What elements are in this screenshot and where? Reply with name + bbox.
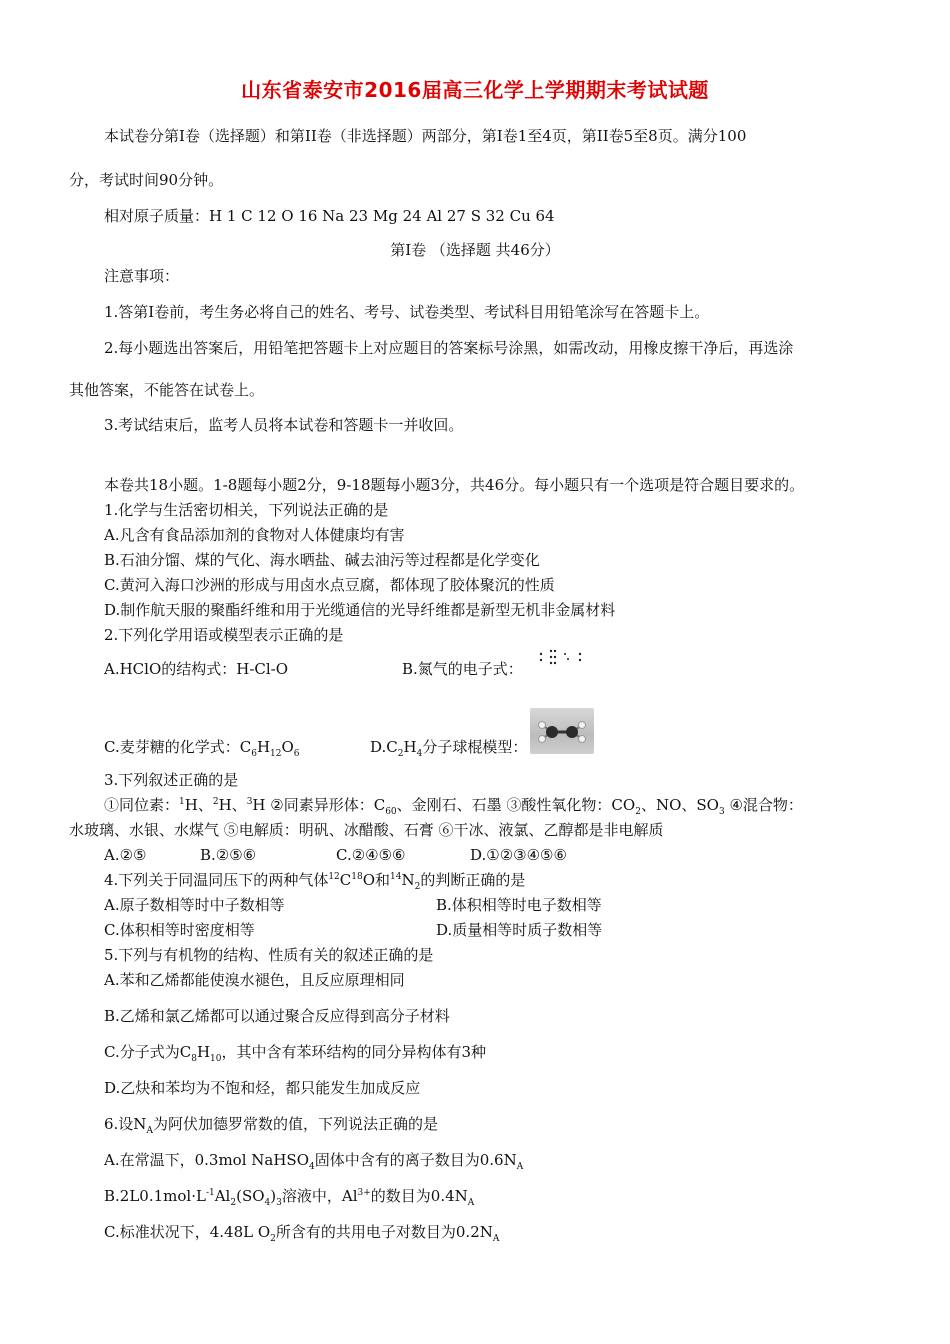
c2h4-ball-stick-model-image bbox=[530, 708, 594, 754]
q1-option-a: A.凡含有食品添加剂的食物对人体健康均有害 bbox=[104, 526, 405, 544]
n2-electron-formula-image bbox=[538, 648, 584, 666]
note-1: 1.答第Ⅰ卷前，考生务必将自己的姓名、考号、试卷类型、考试科目用铅笔涂写在答题卡上。 bbox=[104, 303, 710, 321]
q1-option-c: C.黄河入海口沙洲的形成与用卤水点豆腐，都体现了胶体聚沉的性质 bbox=[104, 576, 555, 594]
page-title: 山东省泰安市2016届高三化学上学期期末考试试题 bbox=[241, 78, 709, 102]
q5-option-b: B.乙烯和氯乙烯都可以通过聚合反应得到高分子材料 bbox=[104, 1007, 450, 1025]
q2-option-c: C.麦芽糖的化学式：$C_6H_{12}O_6$ bbox=[104, 738, 300, 759]
q5-option-c: C.分子式为$C_8H_{10}$，其中含有苯环结构的同分异构体有3种 bbox=[104, 1043, 487, 1064]
note-2a: 2.每小题选出答案后，用铅笔把答题卡上对应题目的答案标号涂黑，如需改动，用橡皮擦干净后，再选涂 bbox=[104, 339, 794, 357]
q1-option-b: B.石油分馏、煤的气化、海水晒盐、碱去油污等过程都是化学变化 bbox=[104, 551, 540, 569]
note-3: 3.考试结束后，监考人员将本试卷和答题卡一并收回。 bbox=[104, 416, 464, 434]
q1-option-d: D.制作航天服的聚酯纤维和用于光缆通信的光导纤维都是新型无机非金属材料 bbox=[104, 601, 616, 619]
q4-option-a: A.原子数相等时中子数相等 bbox=[104, 896, 285, 914]
q3-line-2: 水玻璃、水银、水煤气 ⑤电解质：明矾、冰醋酸、石膏 ⑥干冰、液氯、乙醇都是非电解质 bbox=[69, 821, 664, 839]
q2-option-b: B.氮气的电子式： bbox=[402, 660, 523, 678]
atomic-mass-line: 相对原子质量：H 1 C 12 O 16 Na 23 Mg 24 Al 27 S 32 Cu 64 bbox=[104, 207, 555, 225]
q4-option-d: D.质量相等时质子数相等 bbox=[436, 921, 603, 939]
q2-option-a: A.HClO的结构式：H-Cl-O bbox=[104, 660, 289, 678]
q6-option-b: $B.2L0.1mol\cdot L^{-1}Al_2(SO_4)_3$溶液中，$Al^{3+}$的数目为$0.4N_A$ bbox=[104, 1187, 475, 1208]
instructions: 本卷共18小题。1-8题每小题2分，9-18题每小题3分，共46分。每小题只有一个选项是符合题目要求的。 bbox=[104, 476, 805, 494]
intro-line-2: 分，考试时间90分钟。 bbox=[69, 171, 224, 189]
q3-option-c: C.②④⑤⑥ bbox=[336, 846, 406, 864]
q6-stem: 6.设$N_A$为阿伏加德罗常数的值，下列说法正确的是 bbox=[104, 1115, 438, 1136]
section-title: 第Ⅰ卷 （选择题 共46分） bbox=[390, 241, 560, 259]
q2-stem: 2.下列化学用语或模型表示正确的是 bbox=[104, 626, 344, 644]
q3-option-d: D.①②③④⑤⑥ bbox=[470, 846, 567, 864]
q1-stem: 1.化学与生活密切相关，下列说法正确的是 bbox=[104, 501, 389, 519]
q5-option-d: D.乙炔和苯均为不饱和烃，都只能发生加成反应 bbox=[104, 1079, 421, 1097]
q3-stem: 3.下列叙述正确的是 bbox=[104, 771, 239, 789]
q4-option-c: C.体积相等时密度相等 bbox=[104, 921, 255, 939]
q4-stem: 4.下列关于同温同压下的两种气体$^{12}C^{18}O$和$^{14}N_2$的判断正确的是 bbox=[104, 871, 526, 892]
q4-option-b: B.体积相等时电子数相等 bbox=[436, 896, 602, 914]
note-2b: 其他答案，不能答在试卷上。 bbox=[69, 381, 265, 399]
q5-option-a: A.苯和乙烯都能使溴水褪色，且反应原理相同 bbox=[104, 971, 405, 989]
q2-option-d: $D.C_2H_4$分子球棍模型： bbox=[370, 738, 528, 759]
q6-option-a: A.在常温下，0.3mol NaHSO$_4$固体中含有的离子数目为$0.6N_A$ bbox=[104, 1151, 524, 1172]
q5-stem: 5.下列与有机物的结构、性质有关的叙述正确的是 bbox=[104, 946, 434, 964]
notes-heading: 注意事项： bbox=[104, 267, 180, 285]
intro-line-1: 本试卷分第Ⅰ卷（选择题）和第II卷（非选择题）两部分，第Ⅰ卷1至4页，第II卷5至8页。满分100 bbox=[104, 127, 747, 145]
q3-option-b: B.②⑤⑥ bbox=[200, 846, 257, 864]
q6-option-c: C.标准状况下，4.48L $O_2$所含有的共用电子对数目为$0.2N_A$ bbox=[104, 1223, 500, 1244]
q3-option-a: A.②⑤ bbox=[104, 846, 147, 864]
q3-line-1: ①同位素：$^1$H、$^2$H、$^3$H ②同素异形体：$C_{60}$、金刚石、石墨 ③酸性氧化物：$CO_2$、NO、$SO_3$ ④混合物： bbox=[104, 796, 803, 817]
